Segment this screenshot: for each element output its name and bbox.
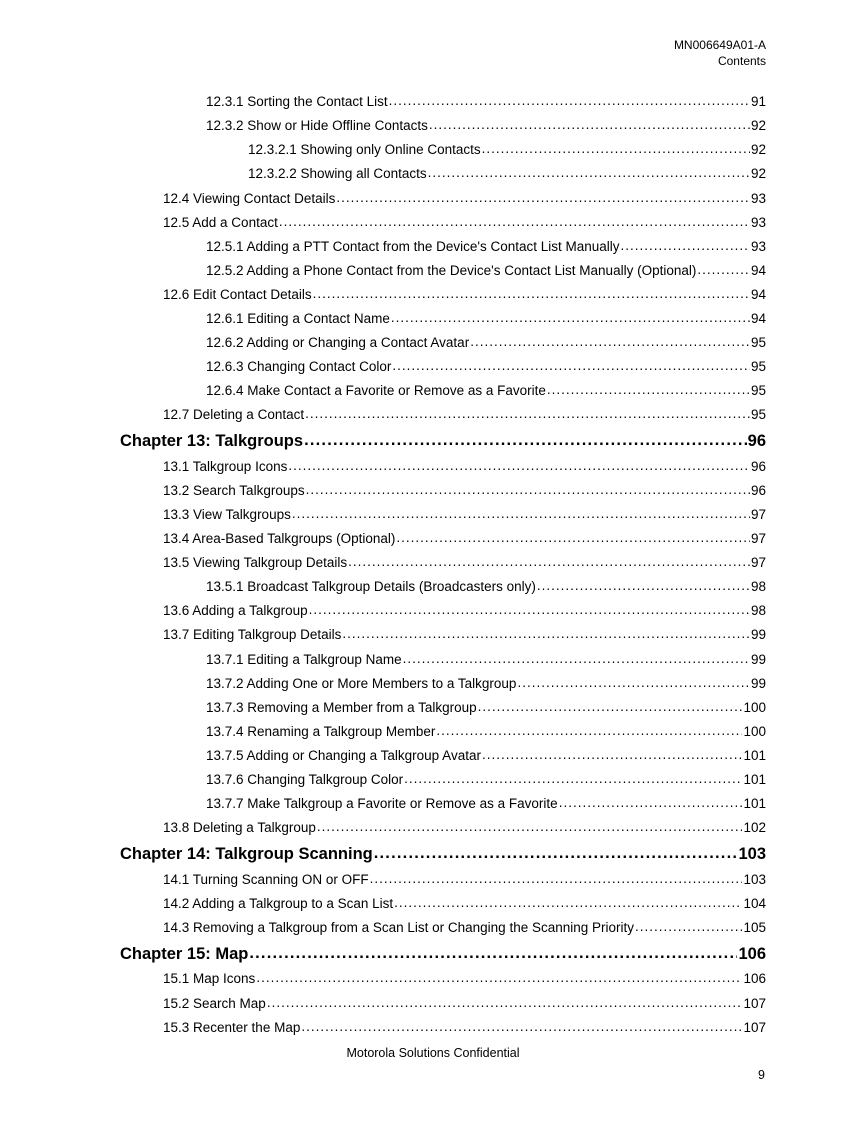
toc-entry[interactable]: 13.7.1 Editing a Talkgroup Name ..... 99	[206, 650, 766, 670]
toc-entry[interactable]: 13.3 View Talkgroups ..... 97	[163, 505, 766, 525]
toc-entry[interactable]: 15.1 Map Icons ..... 106	[163, 969, 766, 989]
toc-chapter-entry[interactable]: Chapter 13: Talkgroups ..... 96	[120, 429, 766, 453]
toc-entry[interactable]: 13.7.6 Changing Talkgroup Color ..... 101	[206, 770, 766, 790]
section-name: Contents	[717, 54, 766, 68]
toc-entry[interactable]: 13.7 Editing Talkgroup Details ..... 99	[163, 625, 766, 645]
toc-entry[interactable]: 13.5 Viewing Talkgroup Details ..... 97	[163, 553, 766, 573]
toc-entry[interactable]: 13.8 Deleting a Talkgroup ..... 102	[163, 818, 766, 838]
toc-entry[interactable]: 15.3 Recenter the Map ..... 107	[163, 1018, 766, 1038]
confidential-footer: Motorola Solutions Confidential	[346, 1046, 520, 1060]
toc-entry[interactable]: 12.6 Edit Contact Details ..... 94	[163, 285, 766, 305]
toc-entry[interactable]: 13.1 Talkgroup Icons ..... 96	[163, 457, 766, 477]
toc-entry[interactable]: 14.1 Turning Scanning ON or OFF ..... 103	[163, 870, 766, 890]
toc-chapter-entry[interactable]: Chapter 15: Map ..... 106	[120, 942, 766, 966]
toc-entry[interactable]: 13.7.7 Make Talkgroup a Favorite or Remove as a Favorite ..... 101	[206, 794, 766, 814]
toc-entry[interactable]: 12.5.1 Adding a PTT Contact from the Device's Contact List Manually ..... 93	[206, 237, 766, 257]
toc-entry[interactable]: 12.7 Deleting a Contact ..... 95	[163, 405, 766, 425]
toc-entry[interactable]: 12.3.1 Sorting the Contact List ..... 91	[206, 92, 766, 112]
document-id: MN006649A01-A	[673, 38, 766, 52]
toc-entry[interactable]: 12.5.2 Adding a Phone Contact from the Device's Contact List Manually (Optional) ..... 94	[206, 261, 766, 281]
toc-chapter-entry[interactable]: Chapter 14: Talkgroup Scanning ..... 103	[120, 842, 766, 866]
toc-entry[interactable]: 12.3.2.1 Showing only Online Contacts ..... 92	[248, 140, 766, 160]
page-number: 9	[758, 1068, 765, 1082]
toc-entry[interactable]: 14.2 Adding a Talkgroup to a Scan List ..... 104	[163, 894, 766, 914]
toc-entry[interactable]: 15.2 Search Map ..... 107	[163, 994, 766, 1014]
toc-entry[interactable]: 13.7.3 Removing a Member from a Talkgroup ..... 100	[206, 698, 766, 718]
toc-entry[interactable]: 12.6.2 Adding or Changing a Contact Avatar ..... 95	[206, 333, 766, 353]
toc-entry[interactable]: 13.7.4 Renaming a Talkgroup Member ..... 100	[206, 722, 766, 742]
page-header	[674, 37, 766, 69]
toc-entry[interactable]: 12.3.2 Show or Hide Offline Contacts ..... 92	[206, 116, 766, 136]
toc-entry[interactable]: 13.2 Search Talkgroups ..... 96	[163, 481, 766, 501]
toc-entry[interactable]: 12.3.2.2 Showing all Contacts ..... 92	[248, 164, 766, 184]
toc-entry[interactable]: 13.7.2 Adding One or More Members to a Talkgroup ..... 99	[206, 674, 766, 694]
toc-entry[interactable]: 12.6.4 Make Contact a Favorite or Remove as a Favorite ..... 95	[206, 381, 766, 401]
toc-entry[interactable]: 12.6.3 Changing Contact Color ..... 95	[206, 357, 766, 377]
toc-entry[interactable]: 13.4 Area-Based Talkgroups (Optional) ..... 97	[163, 529, 766, 549]
toc-entry[interactable]: 13.5.1 Broadcast Talkgroup Details (Broadcasters only) ..... 98	[206, 577, 766, 597]
toc-entry[interactable]: 13.6 Adding a Talkgroup ..... 98	[163, 601, 766, 621]
toc-entry[interactable]: 12.4 Viewing Contact Details ..... 93	[163, 189, 766, 209]
toc-entry[interactable]: 14.3 Removing a Talkgroup from a Scan List or Changing the Scanning Priority ..... 105	[163, 918, 766, 938]
toc-entry[interactable]: 12.5 Add a Contact ..... 93	[163, 213, 766, 233]
toc-entry[interactable]: 13.7.5 Adding or Changing a Talkgroup Avatar ..... 101	[206, 746, 766, 766]
toc-entry[interactable]: 12.6.1 Editing a Contact Name ..... 94	[206, 309, 766, 329]
